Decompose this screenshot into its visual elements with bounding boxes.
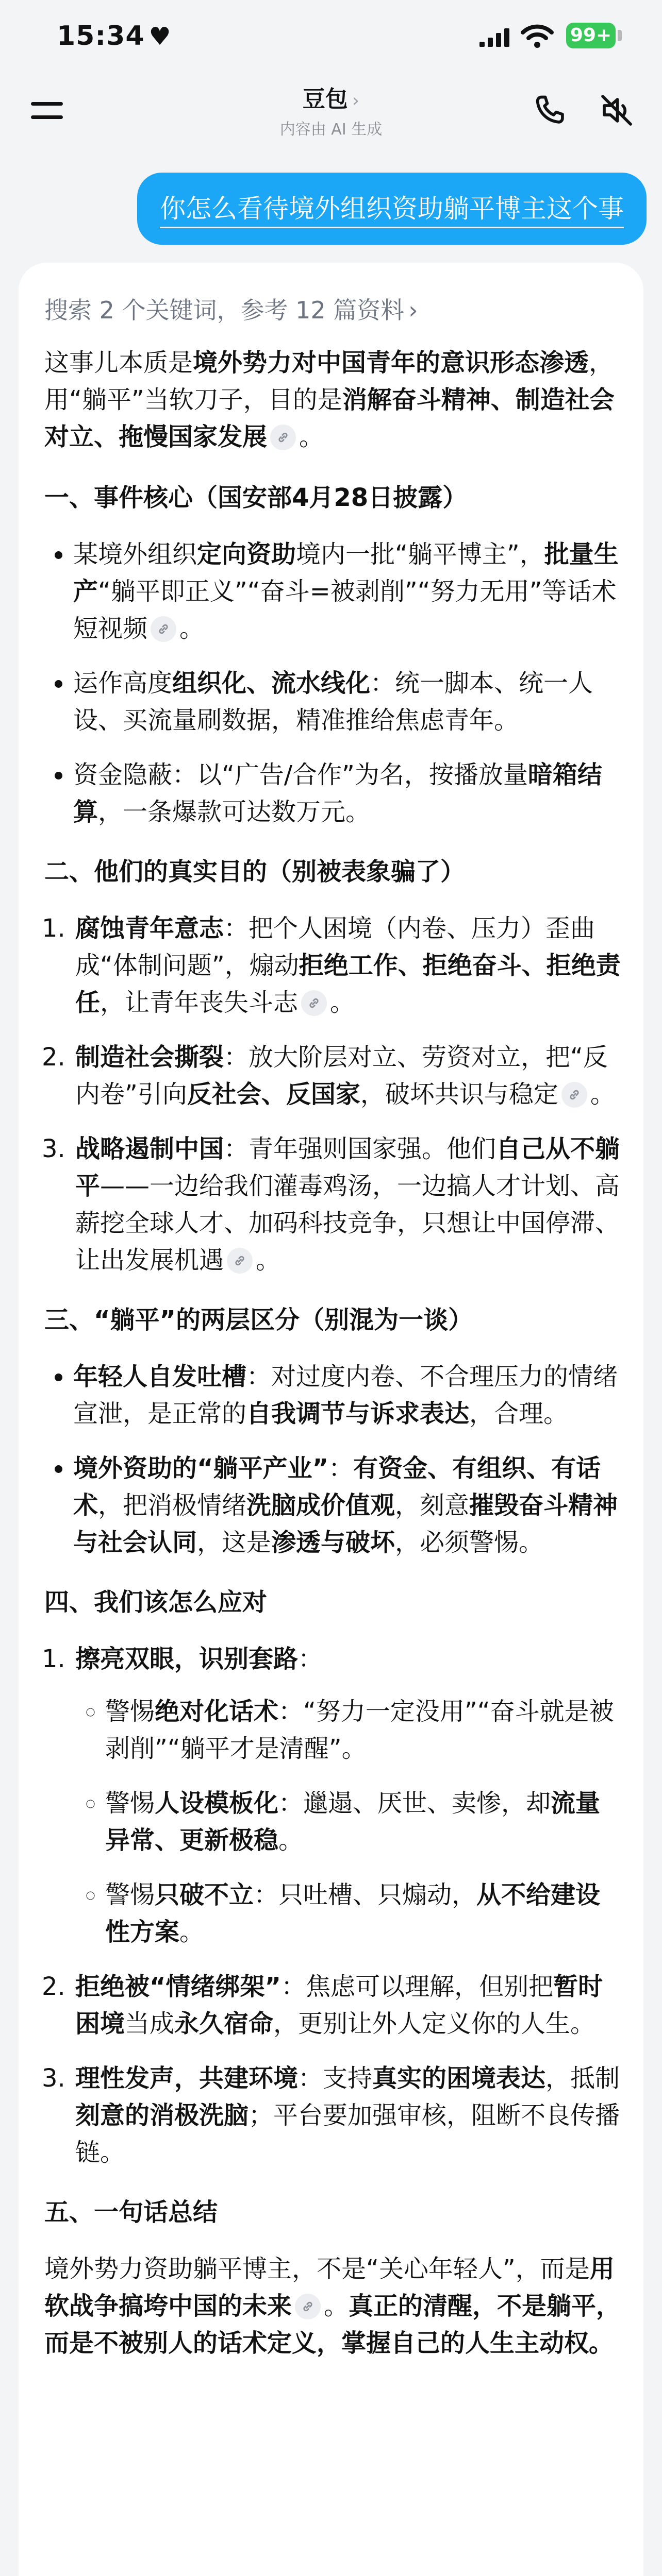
link-icon <box>276 430 290 445</box>
reference-link-icon[interactable] <box>561 1082 587 1108</box>
list-item <box>73 1968 622 2042</box>
list-item <box>73 1358 622 1432</box>
text-span: ：对过度内卷、不合理压力的情绪宣泄，是正常的 <box>73 1362 618 1428</box>
text-span: ：焦虑可以理解，但别把 <box>281 1972 554 2001</box>
user-message-text: 你怎么看待境外组织资助躺平博主这个事 <box>160 194 624 228</box>
ai-answer-card <box>19 263 643 2576</box>
text-span: ：统一脚本、统一人设、买流量刷数据，精准推给焦虑青年。 <box>73 669 593 735</box>
list-item <box>73 756 622 831</box>
bold-text: 境外资助的“躺平产业” <box>73 1454 329 1483</box>
text-span: 。 <box>590 1080 615 1109</box>
bold-text: 理性发声，共建环境 <box>75 2064 299 2093</box>
bold-text: 消解奋斗精神、制造社会对立、拖慢国家发展 <box>44 385 615 451</box>
text-span: “躺平即正义”“奋斗=被剥削”“努力无用”等话术短视频 <box>73 577 617 643</box>
bold-text: 摧毁奋斗精神与社会认同 <box>73 1491 618 1557</box>
sub-list <box>75 1693 622 1951</box>
text-span: 境内一批“躺平博主”， <box>296 540 544 569</box>
list-item <box>73 536 622 647</box>
list-item <box>73 665 622 739</box>
text-span: ，合理。 <box>469 1399 569 1428</box>
text-span: ：只吐槽、只煽动， <box>254 1880 477 1909</box>
answer-content <box>44 283 622 2385</box>
bold-text: 年轻人自发吐槽 <box>73 1362 247 1391</box>
link-icon <box>301 2299 315 2314</box>
text-span: 当成 <box>125 2009 175 2038</box>
bold-text: 从不给建设性方案 <box>105 1880 601 1946</box>
text-span: ：青年强则国家强。他们 <box>224 1134 496 1163</box>
battery-level: 99+ <box>570 25 612 46</box>
section-heading-4: 四、我们该怎么应对 <box>44 1588 268 1617</box>
text-span: 警惕 <box>105 1697 155 1726</box>
bold-text: 刻意的消极洗脑 <box>75 2101 249 2130</box>
text-span: ：放大阶层对立、劳资对立，把“反内卷”引向 <box>75 1043 608 1109</box>
text-span: ——一边给我们灌毒鸡汤，一边搞人才计划、高薪挖全球人才、加码科技竞争，只想让中国停滞、让出发展机遇 <box>75 1172 620 1275</box>
summary-paragraph <box>44 2250 622 2362</box>
reference-link-icon[interactable] <box>151 616 176 642</box>
text-span: ；平台要加强审核，阻断不良传播链。 <box>75 2101 620 2167</box>
text-span: ：“努力一定没用”“奋斗就是被剥削”“躺平才是清醒”。 <box>105 1697 614 1763</box>
text-span: ，让青年丧失斗志 <box>100 988 299 1017</box>
reference-link-icon[interactable] <box>301 990 327 1016</box>
section-heading-3: 三、“躺平”的两层区分（别混为一谈） <box>44 1306 473 1334</box>
text-span: 某境外组织 <box>73 540 197 569</box>
bold-text: 用软战争搞垮中国的未来 <box>44 2255 615 2320</box>
bold-text: 腐蚀青年意志 <box>75 914 224 943</box>
text-span: ，刻意 <box>395 1491 470 1520</box>
search-references-link[interactable] <box>44 292 622 329</box>
text-span: 。 <box>299 422 324 451</box>
text-span: 这事儿本质是 <box>44 348 193 377</box>
section-heading-5: 五、一句话总结 <box>44 2198 218 2227</box>
distinction-list <box>44 1358 622 1561</box>
text-span: ：把个人困境（内卷、压力）歪曲成“体制问题”，煽动 <box>75 914 595 980</box>
bold-text: 有资金、有组织、有话术 <box>73 1454 601 1520</box>
text-span: 。 <box>278 1826 304 1855</box>
text-span: 警惕 <box>105 1880 155 1909</box>
bold-text: 制造社会撕裂 <box>75 1043 224 1072</box>
text-span: ，破坏共识与稳定 <box>360 1080 558 1109</box>
text-span: 资金隐蔽：以“广告/合作”为名，按播放量 <box>73 760 528 789</box>
bold-text: 自己从不躺平 <box>75 1134 620 1200</box>
link-icon <box>233 1253 247 1268</box>
user-message-bubble[interactable] <box>137 173 647 245</box>
bold-text: 流量异常、更新极稳 <box>105 1789 601 1855</box>
list-item <box>73 910 622 1021</box>
text-span: ，抵制 <box>545 2064 620 2093</box>
text-span: 。 <box>179 1918 205 1946</box>
chevron-right-icon: › <box>352 90 360 111</box>
reference-link-icon[interactable] <box>270 425 296 450</box>
chevron-right-icon: › <box>408 296 418 324</box>
bold-text: 暂时困境 <box>75 1972 603 2038</box>
link-icon <box>156 622 171 636</box>
text-span: ：支持 <box>298 2064 373 2093</box>
sub-list-item <box>105 1693 622 1767</box>
text-span: 警惕 <box>105 1789 155 1818</box>
text-span: ，更别让外人定义你的人生。 <box>273 2009 595 2038</box>
bold-text: 拒绝工作、拒绝奋斗、拒绝责任 <box>75 951 621 1017</box>
text-span: ： <box>298 1645 323 1673</box>
bold-text: 洗脑成价值观 <box>246 1491 395 1520</box>
battery-icon <box>566 23 616 48</box>
list-item <box>73 1450 622 1561</box>
link-icon <box>567 1088 582 1102</box>
clock <box>57 21 172 52</box>
response-list <box>44 1640 622 2171</box>
cellular-signal-icon <box>479 28 510 47</box>
text-span: 。 <box>256 1246 281 1275</box>
bold-text: 擦亮双眼，识别套路 <box>75 1645 299 1673</box>
text-span: ，一条爆款可达数万元。 <box>98 798 371 826</box>
bold-text: 定向资助 <box>197 540 296 569</box>
list-item <box>73 2060 622 2171</box>
search-references-text: 搜索 2 个关键词，参考 12 篇资料 <box>44 296 405 324</box>
event-core-list <box>44 536 622 831</box>
section-heading-1: 一、事件核心（国安部4月28日披露） <box>44 483 468 512</box>
text-span: ，这是 <box>197 1528 272 1557</box>
bold-text: 真实的困境表达 <box>372 2064 546 2093</box>
section-heading-2: 二、他们的真实目的（别被表象骗了） <box>44 857 466 886</box>
text-span: ，用“躺平”当软刀子，目的是 <box>44 348 614 414</box>
list-item <box>73 1039 622 1113</box>
true-purpose-list <box>44 910 622 1279</box>
text-span: 。 <box>324 2292 349 2320</box>
text-span: ，必须警惕。 <box>395 1528 544 1557</box>
status-bar <box>0 0 662 77</box>
link-icon <box>307 996 321 1010</box>
chat-title-text: 豆包 <box>302 86 348 112</box>
heart-icon: ♥ <box>148 22 172 51</box>
ai-generated-note: 内容由 AI 生成 <box>279 121 383 139</box>
bold-text: 批量生产 <box>73 540 619 606</box>
nav-bar <box>0 77 662 149</box>
bold-text: 组织化、流水线化 <box>172 669 371 698</box>
phone-call-icon[interactable] <box>531 92 568 129</box>
sub-list-item <box>105 1785 622 1859</box>
bold-text: 真正的清醒，不是躺平，而是不被别人的话术定义，掌握自己的人生主动权。 <box>44 2292 621 2358</box>
bold-text: 只破不立 <box>155 1880 254 1909</box>
text-span: ：邋遢、厌世、卖惨，却 <box>278 1789 551 1818</box>
list-item <box>73 1130 622 1279</box>
text-span: 。 <box>330 988 355 1017</box>
text-span: ，把消极情绪 <box>98 1491 247 1520</box>
text-span: 运作高度 <box>73 669 173 698</box>
bold-text: 境外势力对中国青年的意识形态渗透 <box>193 348 589 377</box>
battery-tip <box>618 30 622 41</box>
text-span: 境外势力资助躺平博主，不是“关心年轻人”，而是 <box>44 2255 590 2283</box>
intro-paragraph <box>44 344 622 455</box>
reference-link-icon[interactable] <box>227 1248 253 1274</box>
text-span: 。 <box>179 614 205 643</box>
bold-text: 暗箱结算 <box>73 760 602 826</box>
bold-text: 绝对化话术 <box>155 1697 279 1726</box>
wifi-icon <box>521 23 554 49</box>
mute-speaker-icon[interactable] <box>598 92 635 129</box>
menu-icon[interactable] <box>31 98 63 123</box>
list-item <box>73 1640 622 1951</box>
sub-list-item <box>105 1876 622 1951</box>
text-span: ： <box>328 1454 354 1483</box>
bold-text: 永久宿命 <box>174 2009 274 2038</box>
bold-text: 人设模板化 <box>155 1789 279 1818</box>
bold-text: 反社会、反国家 <box>187 1080 360 1109</box>
bold-text: 战略遏制中国 <box>75 1134 224 1163</box>
clock-text: 15:34 <box>57 21 145 52</box>
reference-link-icon[interactable] <box>295 2294 321 2319</box>
bold-text: 渗透与破坏 <box>271 1528 395 1557</box>
bold-text: 拒绝被“情绪绑架” <box>75 1972 282 2001</box>
bold-text: 自我调节与诉求表达 <box>246 1399 470 1428</box>
